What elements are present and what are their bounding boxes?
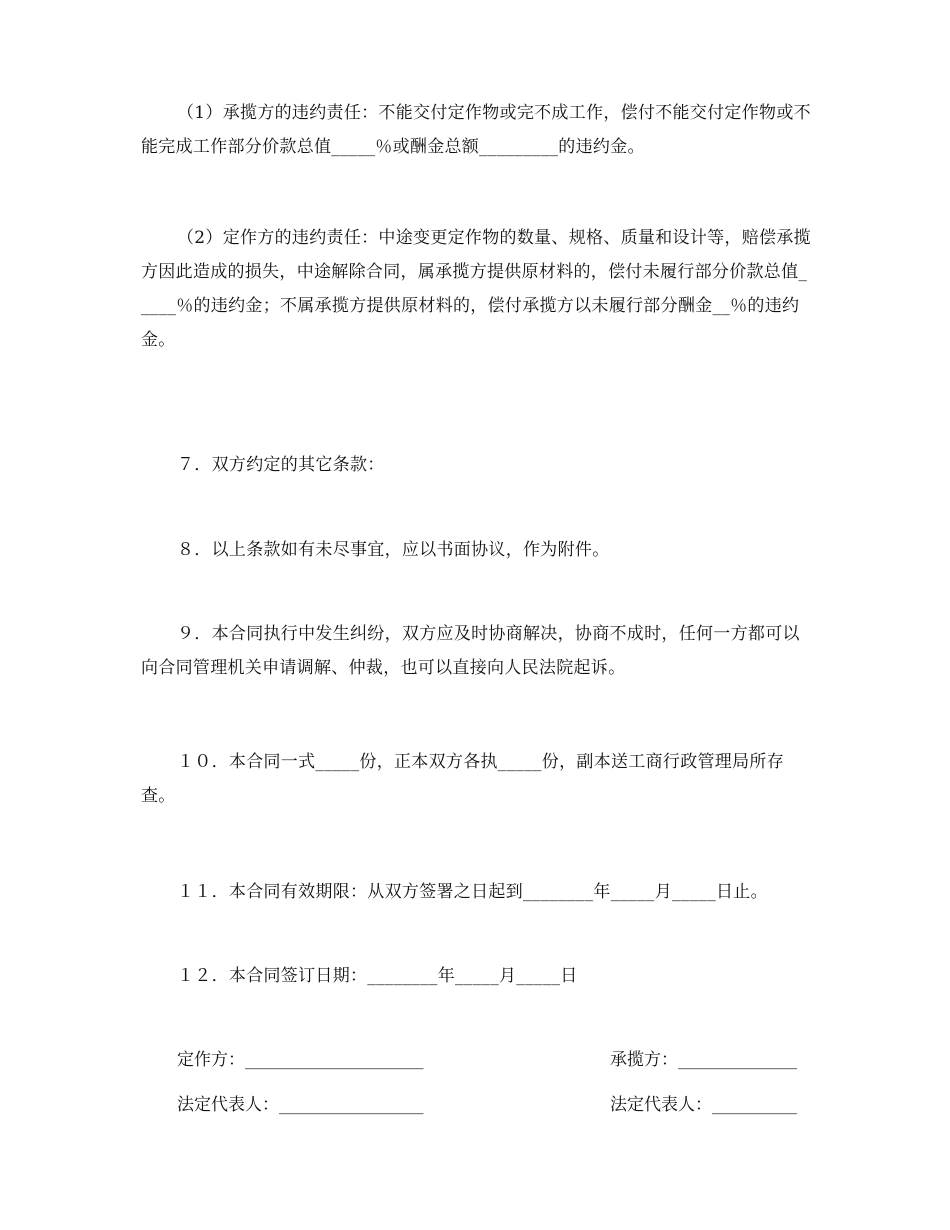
clause-9-disputes: ９．本合同执行中发生纠纷，双方应及时协商解决，协商不成时，任何一方都可以向合同管理机关申请调解、仲裁，也可以直接向人民法院起诉。 xyxy=(141,624,800,678)
clause-breach-orderer: （2）定作方的违约责任：中途变更定作物的数量、规格、质量和设计等，赔偿承揽方因此造成的损失，中途解除合同，属承揽方提供原材料的，偿付未履行部分价款总值_____％的违约金；不属承揽方提供原材料的，偿付承揽方以未履行部分酬金__％的违约金。 xyxy=(141,228,811,350)
signature-right-party: 承揽方：______________ xyxy=(610,1050,797,1070)
clause-7-other-terms: ７．双方约定的其它条款： xyxy=(177,455,385,475)
signature-right-rep: 法定代表人：__________ xyxy=(610,1095,797,1115)
clause-11-validity: １１．本合同有效期限：从双方签署之日起到________年_____月_____日止。 xyxy=(177,882,768,902)
signature-left-party: 定作方：_____________________ xyxy=(177,1050,424,1070)
clause-8-supplement: ８．以上条款如有未尽事宜，应以书面协议，作为附件。 xyxy=(177,540,610,560)
clause-12-sign-date: １２．本合同签订日期：________年_____月_____日 xyxy=(177,966,578,986)
signature-left-rep: 法定代表人：_________________ xyxy=(177,1095,424,1115)
clause-10-copies: １０．本合同一式_____份，正本双方各执_____份，副本送工商行政管理局所存查。 xyxy=(141,752,784,806)
clause-breach-contractor: （1）承揽方的违约责任：不能交付定作物或完不成工作，偿付不能交付定作物或不能完成工作部分价款总值_____％或酬金总额_________的违约金。 xyxy=(141,103,811,157)
